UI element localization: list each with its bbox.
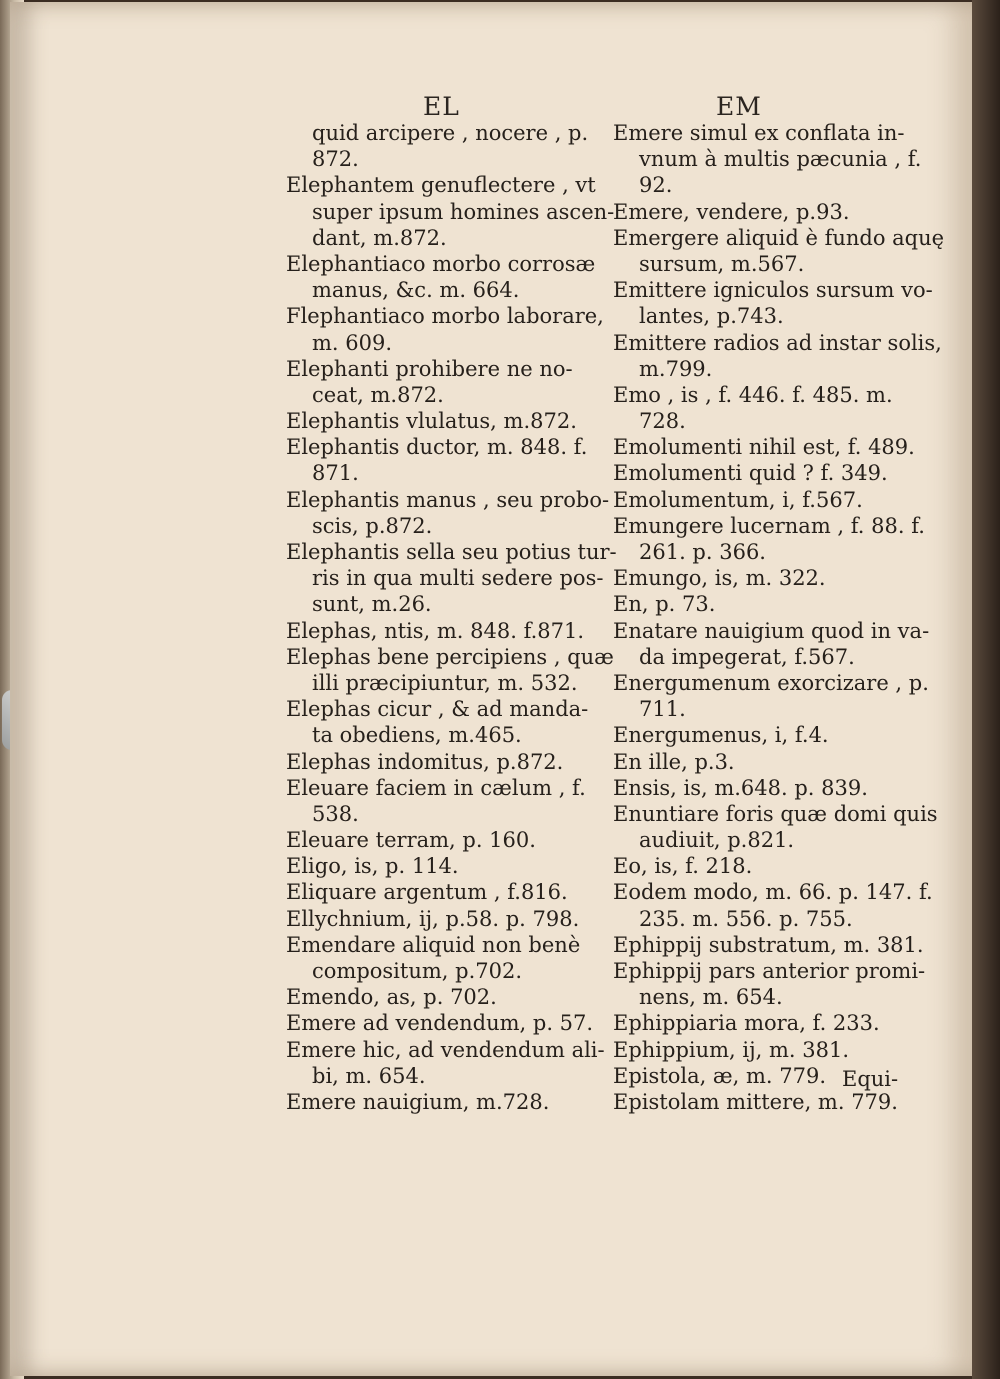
- index-entry-line: 538.: [312, 801, 359, 826]
- index-entry-line: ris in qua multi sedere pos-: [312, 566, 604, 591]
- index-entry-line: Emo , is , f. 446. f. 485. m.: [613, 382, 893, 407]
- index-entry-line: dant, m.872.: [312, 225, 447, 250]
- index-entry-line: Emolumentum, i, f.567.: [613, 487, 863, 512]
- index-entry-line: 872.: [312, 147, 359, 172]
- index-entry-line: 235. m. 556. p. 755.: [639, 906, 853, 931]
- index-entry-line: super ipsum homines ascen-: [312, 199, 615, 224]
- index-entry-line: quid arcipere , nocere , p.: [312, 121, 589, 145]
- index-entry-line: Eo, is, f. 218.: [613, 854, 753, 879]
- index-entry-line: 711.: [639, 697, 686, 722]
- index-entry-line: Eligo, is, p. 114.: [286, 854, 459, 879]
- index-column-left: [286, 120, 617, 1115]
- index-entry-line: m.799.: [639, 356, 713, 381]
- index-entry-line: Elephantis sella seu potius tur-: [286, 540, 617, 564]
- index-entry-line: Eleuare faciem in cælum , f.: [286, 775, 586, 800]
- index-entry-line: Emolumenti nihil est, f. 489.: [613, 435, 915, 460]
- index-entry-line: En ille, p.3.: [613, 749, 735, 774]
- index-entry-line: bi, m. 654.: [312, 1063, 426, 1088]
- index-entry-line: ceat, m.872.: [312, 382, 444, 407]
- catchword: Equi-: [842, 1067, 899, 1091]
- index-entry-line: 92.: [639, 173, 673, 198]
- index-entry-line: Ephippium, ij, m. 381.: [613, 1037, 850, 1062]
- running-head-left: EL: [423, 92, 460, 121]
- index-column-right: [613, 120, 945, 1115]
- index-entry-line: Emendare aliquid non benè: [286, 932, 581, 957]
- index-entry-line: Ellychnium, ij, p.58. p. 798.: [286, 906, 580, 931]
- index-entry-line: Elephantis vlulatus, m.872.: [286, 409, 577, 434]
- index-entry-line: compositum, p.702.: [312, 959, 522, 983]
- index-entry-line: ta obediens, m.465.: [312, 723, 522, 748]
- index-entry-line: da impegerat, f.567.: [639, 644, 855, 669]
- index-entry-line: Enatare nauigium quod in va-: [613, 618, 930, 643]
- index-entry-line: manus, &c. m. 664.: [312, 278, 520, 303]
- running-head-right: EM: [716, 92, 762, 121]
- index-entry-line: Emungo, is, m. 322.: [613, 566, 826, 591]
- index-entry-line: Elephantem genuflectere , vt: [286, 173, 596, 198]
- index-entry-line: Emittere radios ad instar solis,: [613, 330, 942, 355]
- index-entry-line: Emere ad vendendum, p. 57.: [286, 1011, 594, 1036]
- index-entry-line: Ephippiaria mora, f. 233.: [613, 1011, 880, 1036]
- index-entry-line: Emolumenti quid ? f. 349.: [613, 461, 888, 486]
- index-entry-line: Elephas, ntis, m. 848. f.871.: [286, 618, 585, 643]
- index-entry-line: Elephas cicur , & ad manda-: [286, 697, 589, 722]
- index-entry-line: audiuit, p.821.: [639, 828, 795, 853]
- index-entry-line: Elephantis manus , seu probo-: [286, 487, 610, 512]
- index-entry-line: Emittere igniculos sursum vo-: [613, 278, 933, 303]
- index-entry-line: 261. p. 366.: [639, 540, 766, 564]
- index-entry-line: Epistolam mittere, m. 779.: [613, 1089, 898, 1114]
- index-entry-line: sunt, m.26.: [312, 592, 432, 617]
- index-entry-line: 728.: [639, 409, 686, 434]
- index-entry-line: scis, p.872.: [312, 513, 433, 538]
- index-entry-line: nens, m. 654.: [639, 985, 783, 1010]
- index-entry-line: Ephippij pars anterior promi-: [613, 959, 926, 983]
- index-entry-line: sursum, m.567.: [639, 251, 805, 276]
- index-entry-line: Ensis, is, m.648. p. 839.: [613, 775, 868, 800]
- index-entry-line: Energumenum exorcizare , p.: [613, 670, 929, 695]
- index-entry-line: Emendo, as, p. 702.: [286, 985, 497, 1010]
- index-entry-line: illi præcipiuntur, m. 532.: [312, 670, 578, 695]
- index-entry-line: Ephippij substratum, m. 381.: [613, 932, 924, 957]
- index-entry-line: Epistola, æ, m. 779.: [613, 1063, 827, 1088]
- index-entry-line: Elephanti prohibere ne no-: [286, 356, 573, 381]
- index-entry-line: Energumenus, i, f.4.: [613, 723, 829, 748]
- index-entry-line: Elephas indomitus, p.872.: [286, 749, 564, 774]
- index-entry-line: Emere nauigium, m.728.: [286, 1089, 550, 1114]
- index-entry-line: Emere hic, ad vendendum ali-: [286, 1037, 605, 1062]
- index-entry-line: 871.: [312, 461, 359, 486]
- index-entry-line: Eliquare argentum , f.816.: [286, 880, 568, 905]
- index-entry-line: En, p. 73.: [613, 592, 716, 617]
- index-entry-line: Emere, vendere, p.93.: [613, 199, 850, 224]
- index-entry-line: Elephantis ductor, m. 848. f.: [286, 435, 588, 460]
- index-entry-line: Enuntiare foris quæ domi quis: [613, 801, 938, 826]
- index-entry-line: Elephas bene percipiens , quæ: [286, 644, 614, 669]
- index-entry-line: Emungere lucernam , f. 88. f.: [613, 513, 925, 538]
- index-entry-line: Eleuare terram, p. 160.: [286, 828, 536, 853]
- page-right-shadow: [972, 0, 1000, 1379]
- index-entry-line: lantes, p.743.: [639, 304, 784, 329]
- index-entry-line: Emergere aliquid è fundo aquę: [613, 225, 945, 250]
- index-entry-line: vnum à multis pæcunia , f.: [639, 147, 922, 172]
- index-entry-line: Elephantiaco morbo corrosæ: [286, 251, 596, 276]
- index-entry-line: Flephantiaco morbo laborare,: [286, 304, 604, 329]
- index-entry-line: Eodem modo, m. 66. p. 147. f.: [613, 880, 933, 905]
- index-entry-line: Emere simul ex conflata in-: [613, 121, 905, 145]
- index-entry-line: m. 609.: [312, 330, 393, 355]
